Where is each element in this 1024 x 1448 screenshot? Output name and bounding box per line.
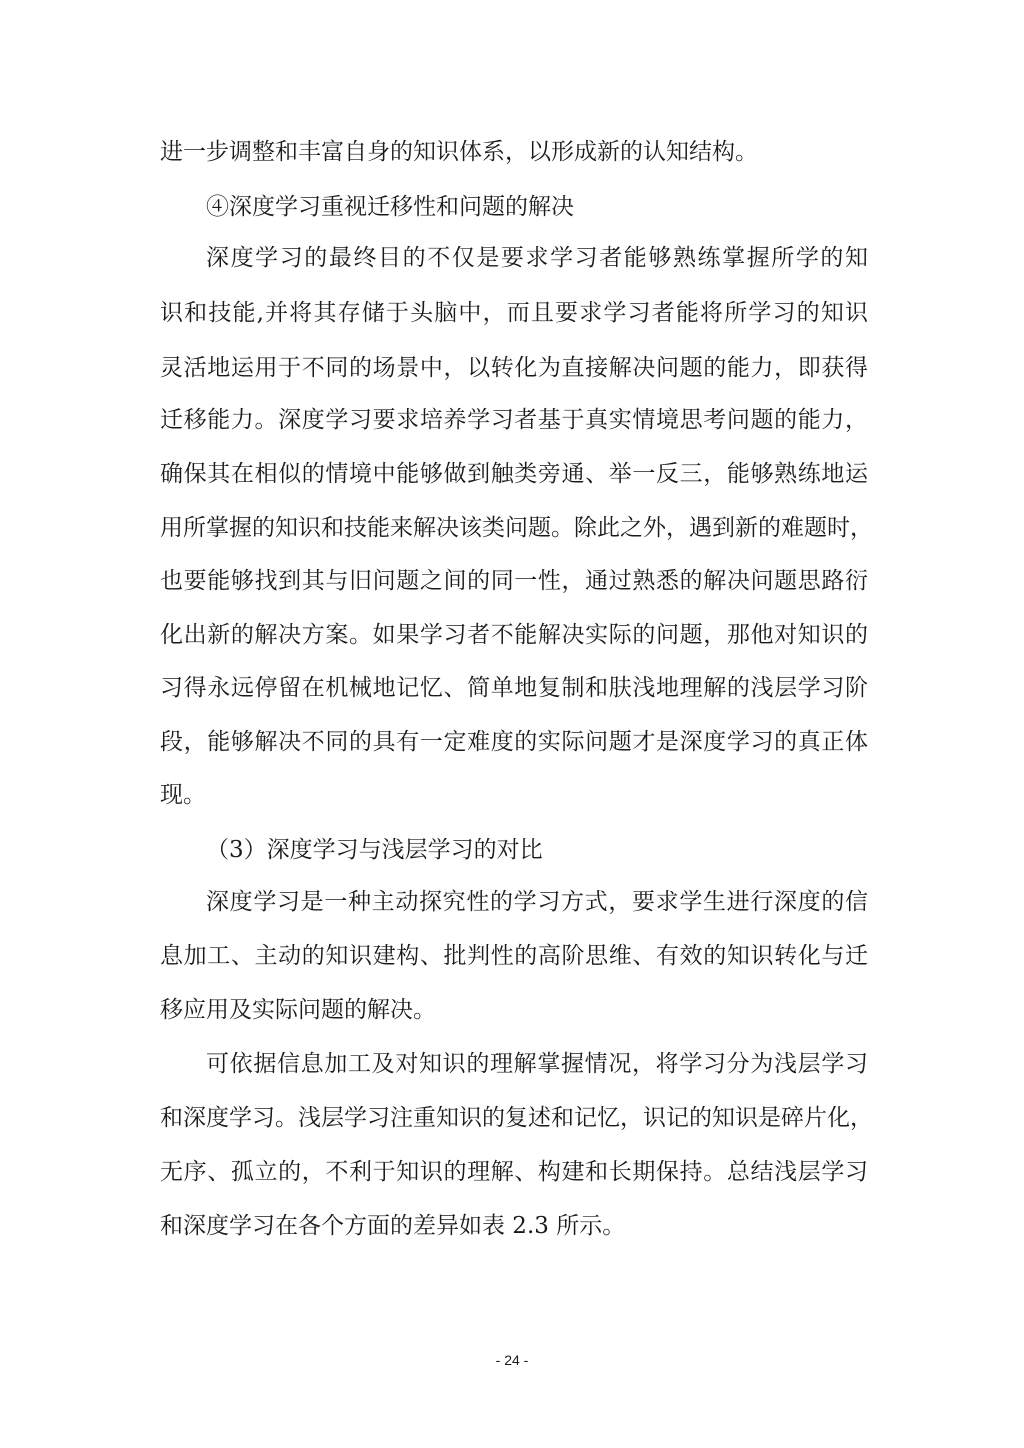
paragraph-line: 深度学习的最终目的不仅是要求学习者能够熟练掌握所学的知 [206, 245, 868, 271]
paragraph-line: 可依据信息加工及对知识的理解掌握情况，将学习分为浅层学习 [206, 1051, 868, 1077]
paragraph-line: 移应用及实际问题的解决。 [160, 997, 436, 1023]
section-heading: （3）深度学习与浅层学习的对比 [206, 837, 543, 863]
page-number: - 24 - [495, 1352, 529, 1368]
paragraph-line: 和深度学习。浅层学习注重知识的复述和记忆，识记的知识是碎片化， [160, 1105, 873, 1131]
paragraph-line: 和深度学习在各个方面的差异如表 2.3 所示。 [160, 1213, 626, 1239]
paragraph-line: 确保其在相似的情境中能够做到触类旁通、举一反三，能够熟练地运 [160, 461, 868, 487]
paragraph-line: 段，能够解决不同的具有一定难度的实际问题才是深度学习的真正体 [160, 729, 868, 755]
paragraph-line: 也要能够找到其与旧问题之间的同一性，通过熟悉的解决问题思路衍 [160, 568, 868, 594]
paragraph-line: 用所掌握的知识和技能来解决该类问题。除此之外，遇到新的难题时， [160, 515, 873, 541]
paragraph-line: 化出新的解决方案。如果学习者不能解决实际的问题，那他对知识的 [160, 622, 868, 648]
paragraph-line: 现。 [160, 782, 206, 808]
subheading: ④深度学习重视迁移性和问题的解决 [206, 194, 574, 220]
paragraph-line: 深度学习是一种主动探究性的学习方式，要求学生进行深度的信 [206, 889, 868, 915]
paragraph-line: 无序、孤立的，不利于知识的理解、构建和长期保持。总结浅层学习 [160, 1159, 868, 1185]
paragraph-line: 息加工、主动的知识建构、批判性的高阶思维、有效的知识转化与迁 [160, 943, 868, 969]
paragraph-line: 识和技能,并将其存储于头脑中，而且要求学习者能将所学习的知识 [160, 300, 868, 326]
paragraph-line: 迁移能力。深度学习要求培养学习者基于真实情境思考问题的能力， [160, 407, 868, 433]
paragraph-line: 进一步调整和丰富自身的知识体系，以形成新的认知结构。 [160, 139, 758, 165]
paragraph-line: 习得永远停留在机械地记忆、简单地复制和肤浅地理解的浅层学习阶 [160, 675, 868, 701]
paragraph-line: 灵活地运用于不同的场景中，以转化为直接解决问题的能力，即获得 [160, 355, 868, 381]
